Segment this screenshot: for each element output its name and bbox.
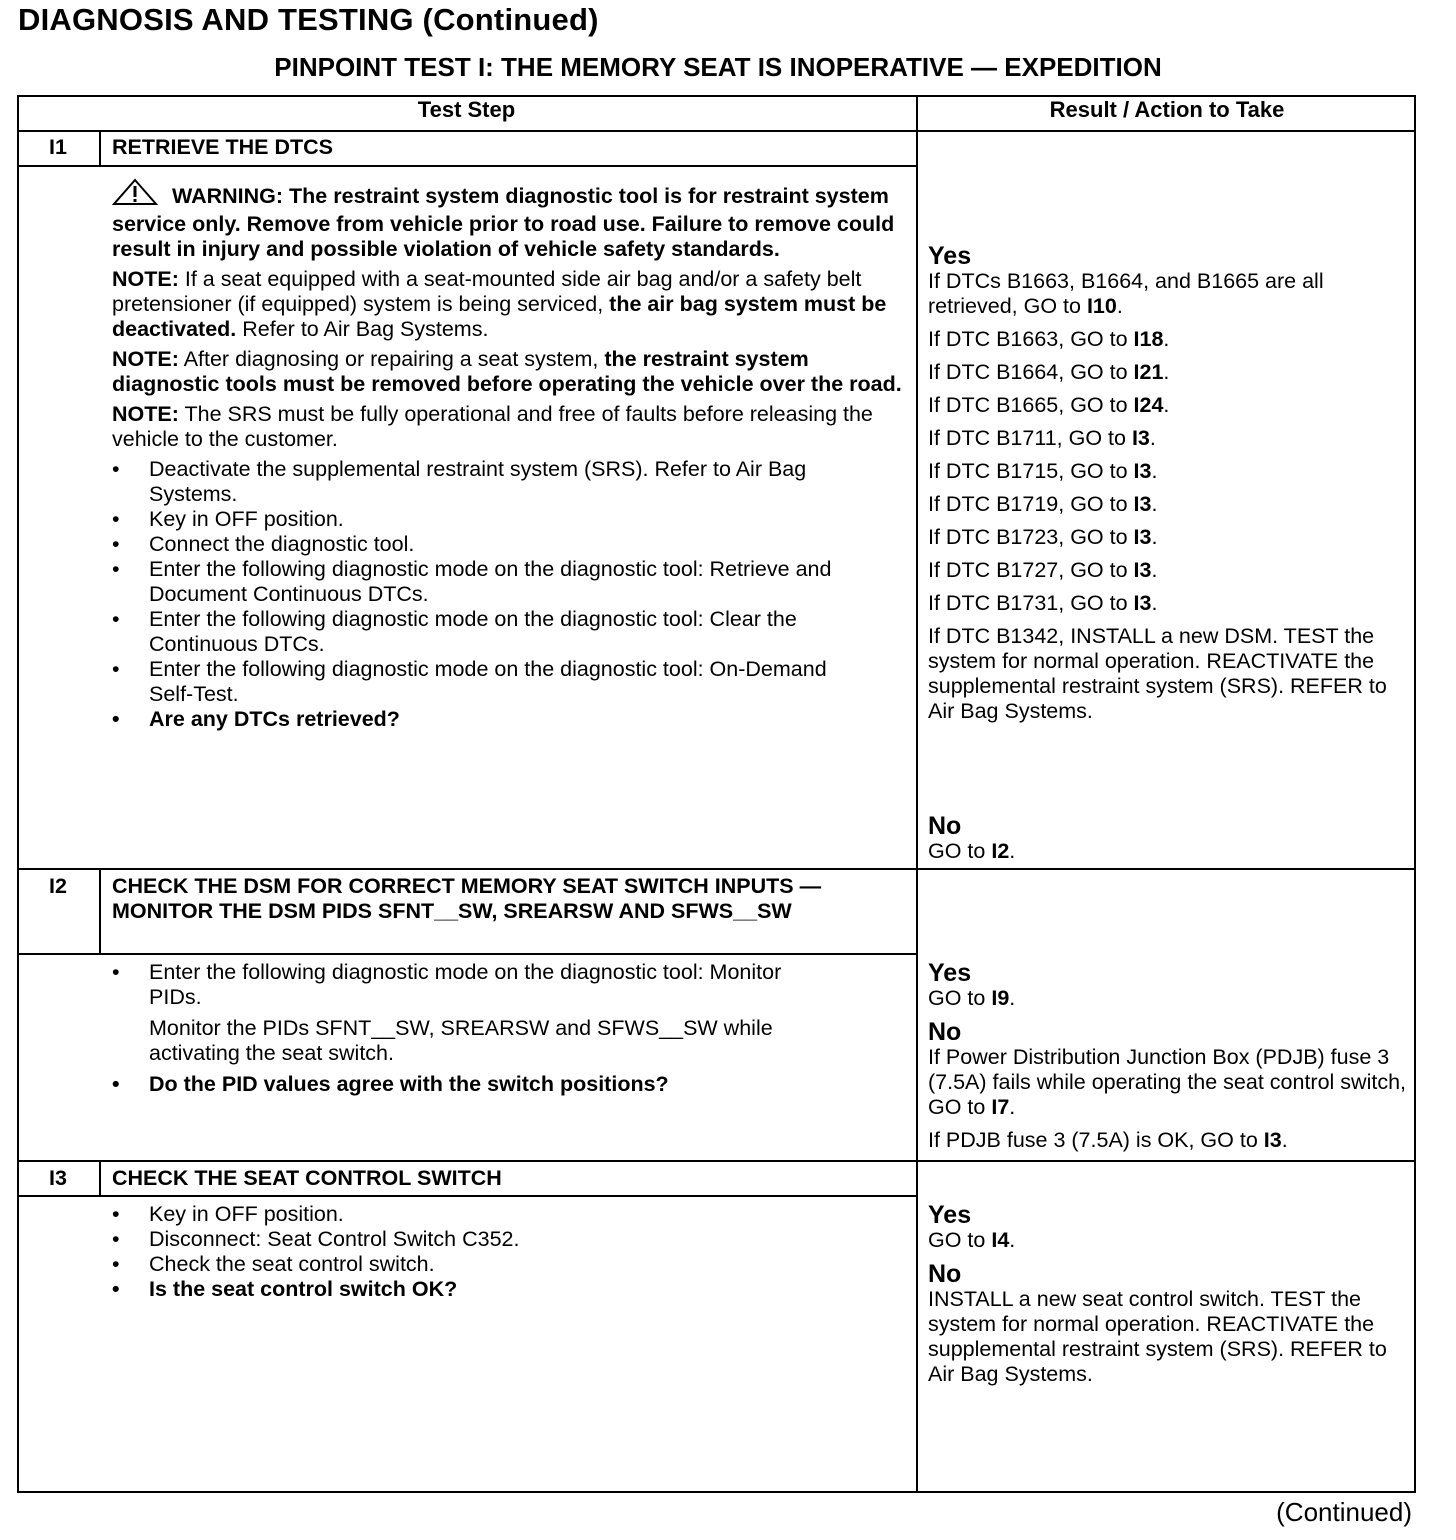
step-name: CHECK THE SEAT CONTROL SWITCH — [112, 1166, 502, 1190]
list-item: • Deactivate the supplemental restraint system (SRS). Refer to Air Bag Systems. — [112, 457, 839, 507]
result-line: If Power Distribution Junction Box (PDJB) fuse 3 (7.5A) fails while operating the seat control switch, GO to I7. — [928, 1045, 1407, 1119]
warning-text: WARNING: The restraint system diagnostic tool is for restraint system service only. Remove from vehicle prior to road use. Failure to remove could result in injury and possible violation of vehicle safety standards. — [112, 184, 895, 261]
result-line: If DTC B1664, GO to I21. — [928, 360, 1170, 384]
no-label: No — [928, 1260, 962, 1288]
list-item: • Enter the following diagnostic mode on the diagnostic tool: Retrieve and Document Continuous DTCs. — [112, 557, 839, 607]
list-item: • Key in OFF position. — [112, 1202, 902, 1227]
step-name: CHECK THE DSM FOR CORRECT MEMORY SEAT SWITCH INPUTS — MONITOR THE DSM PIDS SFNT__SW, SREARSW AND SFWS__SW — [112, 874, 822, 923]
header-rule — [17, 130, 1416, 132]
continued-label: (Continued) — [1276, 1497, 1412, 1527]
result-line: If DTC B1723, GO to I3. — [928, 525, 1158, 549]
result-line: If DTCs B1663, B1664, and B1665 are all retrieved, GO to I10. — [928, 269, 1324, 318]
result-line: If DTC B1731, GO to I3. — [928, 591, 1158, 615]
step-name: RETRIEVE THE DTCS — [112, 135, 333, 159]
list-item: • Disconnect: Seat Control Switch C352. — [112, 1227, 902, 1252]
step-name-rule-i2 — [17, 953, 917, 955]
column-divider — [916, 95, 918, 1493]
result-line: If DTC B1342, INSTALL a new DSM. TEST the system for normal operation. REACTIVATE the supplemental restraint system (SRS). REFER to Air Bag Systems. — [928, 624, 1387, 723]
no-label: No — [928, 812, 962, 840]
page-header: DIAGNOSIS AND TESTING (Continued) — [18, 2, 599, 37]
question: • Are any DTCs retrieved? — [112, 707, 902, 732]
action-list — [112, 457, 902, 732]
step-body-i2 — [112, 960, 902, 1097]
note-1: NOTE: If a seat equipped with a seat-mounted side air bag and/or a safety belt pretensioner (if equipped) system is being serviced, the air bag system must be deactivated. Refer to Air Bag Systems. — [112, 267, 887, 341]
result-i2 — [928, 960, 1413, 1161]
step-name-rule-i1 — [17, 165, 917, 167]
result-line: If DTC B1663, GO to I18. — [928, 327, 1170, 351]
result-line: If DTC B1715, GO to I3. — [928, 459, 1158, 483]
result-line: INSTALL a new seat control switch. TEST the system for normal operation. REACTIVATE the supplemental restraint system (SRS). REFER to Air Bag Systems. — [928, 1287, 1387, 1386]
step-id-divider-i2 — [99, 868, 101, 954]
result-line: GO to I2. — [928, 839, 1016, 863]
note-2: NOTE: After diagnosing or repairing a seat system, the restraint system diagnostic tools must be removed before operating the vehicle over the road. — [112, 347, 902, 396]
result-line: If DTC B1665, GO to I24. — [928, 393, 1170, 417]
list-item: • Enter the following diagnostic mode on the diagnostic tool: Monitor PIDs. — [112, 960, 839, 1010]
result-i3 — [928, 1202, 1413, 1395]
yes-label: Yes — [928, 1201, 972, 1229]
step-id-divider-i3 — [99, 1160, 101, 1196]
question: • Do the PID values agree with the switch positions? — [112, 1072, 902, 1097]
question: • Is the seat control switch OK? — [112, 1277, 902, 1302]
result-line: If DTC B1719, GO to I3. — [928, 492, 1158, 516]
warning-block — [112, 178, 902, 262]
result-i1-yes — [928, 243, 1413, 732]
list-item: • Enter the following diagnostic mode on the diagnostic tool: Clear the Continuous DTCs. — [112, 607, 902, 657]
list-item: • Enter the following diagnostic mode on the diagnostic tool: On-Demand Self-Test. — [112, 657, 839, 707]
result-line: GO to I9. — [928, 986, 1016, 1010]
instruction-text: Monitor the PIDs SFNT__SW, SREARSW and SFWS__SW while activating the seat switch. — [149, 1016, 773, 1065]
list-item: • Key in OFF position. — [112, 507, 902, 532]
step-id: I1 — [49, 135, 67, 159]
list-item: • Connect the diagnostic tool. — [112, 532, 902, 557]
step-body-i3 — [112, 1202, 902, 1302]
column-header-result: Result / Action to Take — [1049, 97, 1285, 122]
row-rule-i2 — [17, 868, 1416, 870]
yes-label: Yes — [928, 242, 972, 270]
step-name-rule-i3 — [17, 1195, 917, 1197]
column-header-test-step: Test Step — [417, 97, 516, 122]
no-label: No — [928, 1018, 962, 1046]
step-id: I2 — [49, 874, 67, 898]
result-i1-no — [928, 813, 1413, 864]
pinpoint-test-title: PINPOINT TEST I: THE MEMORY SEAT IS INOPERATIVE — EXPEDITION — [274, 52, 1162, 82]
note-3: NOTE: The SRS must be fully operational and free of faults before releasing the vehicle to the customer. — [112, 402, 873, 451]
result-line: If PDJB fuse 3 (7.5A) is OK, GO to I3. — [928, 1128, 1288, 1152]
step-id: I3 — [49, 1166, 67, 1190]
result-line: If DTC B1711, GO to I3. — [928, 426, 1156, 450]
warning-triangle-icon — [112, 178, 158, 212]
result-line: If DTC B1727, GO to I3. — [928, 558, 1158, 582]
yes-label: Yes — [928, 959, 972, 987]
step-body-i1 — [112, 178, 902, 732]
list-item: • Check the seat control switch. — [112, 1252, 902, 1277]
result-line: GO to I4. — [928, 1228, 1016, 1252]
step-id-divider-i1 — [99, 130, 101, 166]
